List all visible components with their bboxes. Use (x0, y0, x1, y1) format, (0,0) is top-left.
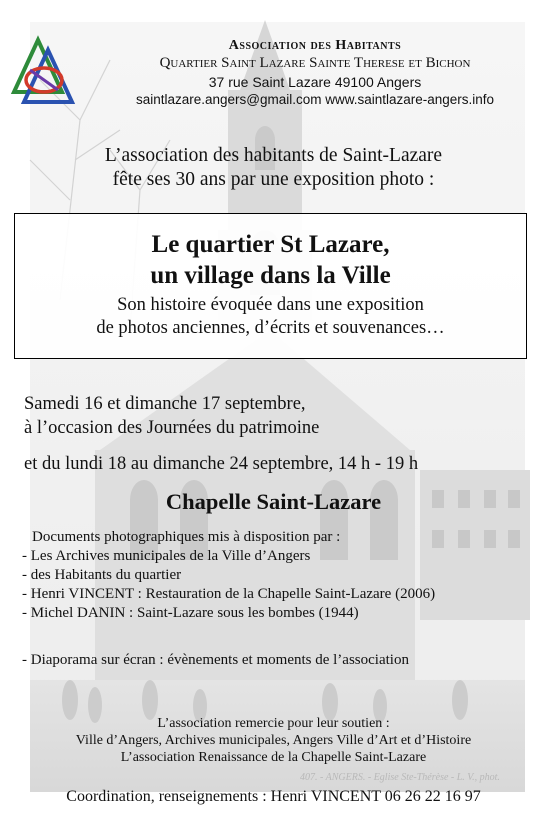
dates-line-3: et du lundi 18 au dimanche 24 septembre, 14 h - 19 h (24, 454, 419, 474)
postal-address: 37 rue Saint Lazare 49100 Angers (208, 74, 422, 90)
thanks-block (0, 715, 547, 766)
subtitle-line-2: de photos anciennes, d’écrits et souvenances… (96, 318, 445, 338)
association-name: Association des Habitants (228, 38, 402, 53)
thanks-line-3: L’association Renaissance de la Chapelle Saint-Lazare (120, 750, 427, 765)
title-line-2: un village dans la Ville (150, 262, 391, 289)
title-line-1: Le quartier St Lazare, (151, 231, 390, 258)
dates-line-2: à l’occasion des Journées du patrimoine (24, 418, 320, 438)
quarter-name: Quartier Saint Lazare Sainte Therese et Bichon (159, 55, 471, 71)
exhibition-title (15, 229, 526, 291)
contact-line[interactable]: saintlazare.angers@gmail.com www.saintlazare-angers.info (135, 92, 495, 107)
list-item: - Henri VINCENT : Restauration de la Chapelle Saint-Lazare (2006) (22, 586, 436, 602)
diaporama-item: - Diaporama sur écran : évènements et moments de l’association (22, 652, 409, 668)
documents-list (22, 528, 435, 623)
documents-intro: Documents photographiques mis à disposition par : (32, 529, 341, 545)
subtitle-line-1: Son histoire évoquée dans une exposition (117, 295, 424, 315)
intro-line-2: fête ses 30 ans par une exposition photo : (112, 169, 435, 190)
thanks-line-2: Ville d’Angers, Archives municipales, Angers Ville d’Art et d’Histoire (75, 733, 472, 748)
coordination-line: Coordination, renseignements : Henri VINCENT 06 26 22 16 97 (66, 788, 481, 805)
header (90, 38, 540, 107)
exhibition-subtitle (15, 294, 526, 340)
exhibition-title-box (14, 213, 527, 359)
list-item: - Michel DANIN : Saint-Lazare sous les bombes (1944) (22, 605, 359, 621)
photo-caption: 407. - ANGERS. - Eglise Ste-Thérèse - L. V., phot. (300, 772, 500, 783)
dates-block (24, 392, 319, 440)
venue-name: Chapelle Saint-Lazare (165, 489, 382, 514)
thanks-line-1: L’association remercie pour leur soutien : (157, 716, 390, 731)
intro-text (0, 144, 547, 192)
list-item: - des Habitants du quartier (22, 567, 182, 583)
dates-line-1: Samedi 16 et dimanche 17 septembre, (24, 394, 306, 414)
list-item: - Les Archives municipales de la Ville d’Angers (22, 548, 311, 564)
association-logo (8, 32, 78, 112)
intro-line-1: L’association des habitants de Saint-Lazare (104, 145, 443, 166)
